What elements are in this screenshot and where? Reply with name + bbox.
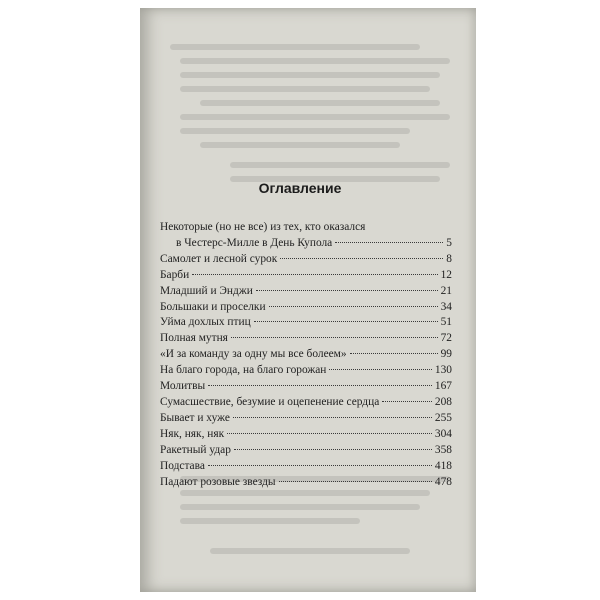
toc-entry: [160, 427, 452, 443]
toc-entry: [160, 363, 452, 379]
dot-leader: [329, 369, 432, 370]
toc-list: [160, 220, 452, 490]
toc-entry-page: 34: [440, 300, 452, 313]
toc-entry: [160, 379, 452, 395]
toc-entry: [160, 411, 452, 427]
dot-leader: [233, 417, 432, 418]
toc-entry-label: Большаки и проселки: [160, 300, 266, 313]
dot-leader: [350, 353, 438, 354]
toc-entry-page: 304: [434, 427, 452, 440]
toc-entry: [160, 459, 452, 475]
toc-entry-label: Младший и Энджи: [160, 284, 253, 297]
toc-entry: [160, 475, 452, 491]
toc-entry: [160, 300, 452, 316]
toc-entry: [160, 284, 452, 300]
dot-leader: [234, 449, 432, 450]
toc-entry-page: 21: [440, 284, 452, 297]
toc-entry-label: «И за команду за одну мы все болеем»: [160, 348, 347, 361]
dot-leader: [382, 401, 432, 402]
toc-entry-page: 478: [434, 475, 452, 488]
toc-entry-label: Некоторые (но не все) из тех, кто оказался: [160, 221, 366, 233]
dot-leader: [254, 321, 438, 322]
toc-entry: [160, 443, 452, 459]
toc-entry-label: Бывает и хуже: [160, 411, 230, 424]
toc-entry-page: 5: [446, 236, 452, 249]
toc-entry-page: 51: [440, 316, 452, 329]
toc-entry-page: 358: [434, 443, 452, 456]
toc-title: Оглавление: [258, 180, 342, 196]
toc-entry: [160, 268, 452, 284]
toc-entry-label: Ракетный удар: [160, 443, 231, 456]
dot-leader: [280, 258, 443, 259]
toc-entry-page: 130: [434, 364, 452, 377]
toc-entry-page: 255: [434, 411, 452, 424]
toc-entry-page: 72: [440, 332, 452, 345]
toc-entry-label: Сумасшествие, безумие и оцепенение сердца: [160, 395, 380, 408]
toc-entry: [160, 331, 452, 347]
toc-entry-page: 12: [440, 268, 452, 281]
dot-leader: [279, 481, 432, 482]
toc-entry-page: 99: [440, 348, 452, 361]
toc-entry: [160, 315, 452, 331]
toc-entry: [160, 395, 452, 411]
dot-leader: [208, 385, 432, 386]
toc-entry-label: Уйма дохлых птиц: [160, 316, 251, 329]
toc-entry-label: На благо города, на благо горожан: [160, 364, 327, 377]
toc-entry-label: Полная мутня: [160, 332, 228, 345]
toc-entry-label: Самолет и лесной сурок: [160, 252, 278, 265]
toc-entry: [160, 347, 452, 363]
dot-leader: [269, 306, 438, 307]
toc-entry-label: Падают розовые звезды: [160, 475, 276, 488]
toc-entry-label: Молитвы: [160, 380, 206, 393]
toc-entry-page: 8: [446, 252, 452, 265]
dot-leader: [208, 465, 432, 466]
dot-leader: [227, 433, 432, 434]
dot-leader: [231, 337, 438, 338]
toc-entry-label: Няк, няк, няк: [160, 427, 225, 440]
dot-leader: [335, 242, 443, 243]
toc-entry-page: 167: [434, 380, 452, 393]
toc-entry: [160, 252, 452, 268]
toc-entry-page: 418: [434, 459, 452, 472]
book-page: [140, 8, 476, 592]
toc-entry-label-continued: в Честерс-Милле в День Купола: [176, 236, 333, 249]
toc-entry-page: 208: [434, 395, 452, 408]
dot-leader: [256, 290, 438, 291]
dot-leader: [192, 274, 437, 275]
toc-entry-label: Подстава: [160, 459, 205, 472]
toc-entry: [160, 220, 452, 252]
toc-entry-label: Барби: [160, 268, 190, 281]
